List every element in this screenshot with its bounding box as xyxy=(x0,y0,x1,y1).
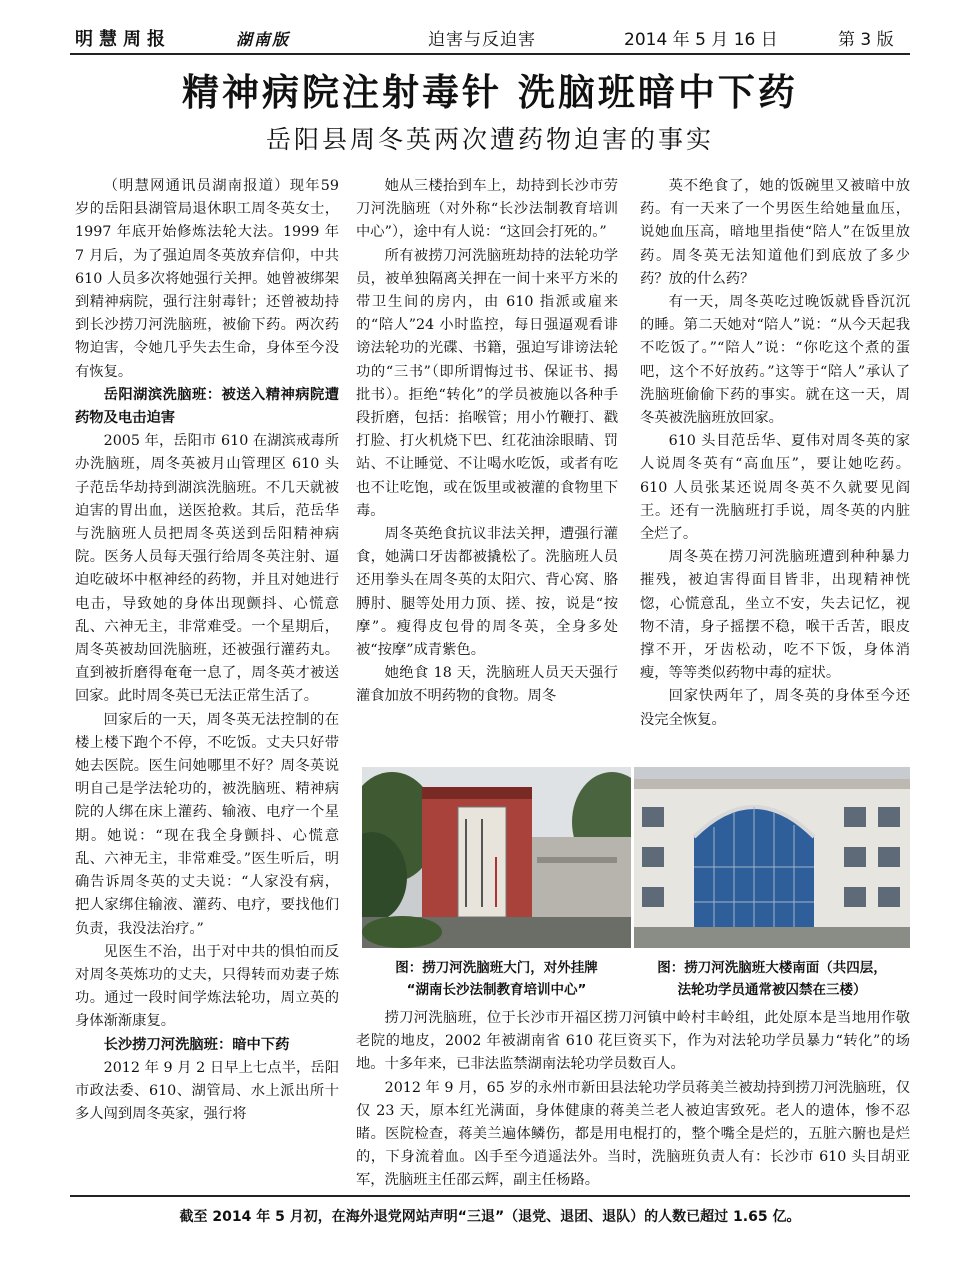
paragraph: 2005 年，岳阳市 610 在湖滨戒毒所办洗脑班，周冬英被月山管理区 610 头子范岳华劫持到湖滨洗脑班。不几天就被迫害的胃出血，送医抢救。其后，范岳华与洗脑班人员把周冬英送到岳阳精神病院。医务人员每天强行给周冬英注射、逼迫吃破坏中枢神经的药物，并且对她进行电击，导致她的身体出现颤抖、心慌意乱、六神无主，非常难受。一个星期后，周冬英被劫回洗脑班，还被强行灌药丸。直到被折磨得奄奄一息了，周冬英才被送回家。此时周冬英已无法正常生活了。 xyxy=(75,433,339,705)
paragraph: 回家后的一天，周冬英无法控制的在楼上楼下跑个不停，不吃饭。丈夫只好带她去医院。医生问她哪里不好？周冬英说明自己是学法轮功的，被洗脑班、精神病院的人绑在床上灌药、输液、电疗一个星期。她说：“现在我全身颤抖、心慌意乱、六神无主，非常难受。”医生听后，明确告诉周冬英的丈夫说：“人家没有病，把人家绑住输液、灌药、电疗，要找他们负责，我没法治疗。” xyxy=(75,711,339,937)
bottom-block xyxy=(356,1007,910,1193)
gate-photo-illustration xyxy=(362,767,631,948)
column-1 xyxy=(75,175,339,1126)
building-photo-illustration xyxy=(634,767,910,948)
paragraph: 2012 年 9 月，65 岁的永州市新田县法轮功学员蒋美兰被劫持到捞刀河洗脑班，仅仅 23 天，原本红光满面，身体健康的蒋美兰老人被迫害致死。老人的遗体，惨不忍睹。医院检查，蒋美兰遍体鳞伤，都是用电棍打的，整个嘴全是烂的，五脏六腑也是烂的，下身流着血。凶手至今逍遥法外。当时，洗脑班负责人有：长沙市 610 头目胡亚军，洗脑班主任邵云辉，副主任杨路。 xyxy=(356,1079,910,1189)
gate-photo xyxy=(362,767,631,948)
column-3 xyxy=(640,175,910,732)
building-photo xyxy=(634,767,910,948)
caption-line: 图：捞刀河洗脑班大楼南面（共四层， xyxy=(657,960,887,976)
edition-label: 湖南版 xyxy=(236,30,291,49)
paragraph: 2012 年 9 月 2 日早上七点半，岳阳市政法委、610、湖管局、水上派出所十多人闯到周冬英家，强行将 xyxy=(75,1059,339,1123)
section-subheading: 岳阳湖滨洗脑班：被送入精神病院遭药物及电击迫害 xyxy=(75,386,339,427)
paragraph: 回家快两年了，周冬英的身体至今还没完全恢复。 xyxy=(640,688,910,728)
paragraph: 有一天，周冬英吃过晚饭就昏昏沉沉的睡。第二天她对“陪人”说：“从今天起我不吃饭了。”“陪人”说：“你吃这个煮的蛋吧，这个不好放药。”这等于“陪人”承认了洗脑班偷偷下药的事实。就在这一天，周冬英被洗脑班放回家。 xyxy=(640,294,910,427)
paragraph: 她从三楼抬到车上，劫持到长沙市劳刀河洗脑班（对外称“长沙法制教育培训中心”），途中有人说：“这回会打死的。” xyxy=(356,178,618,241)
header-rule xyxy=(70,53,910,55)
footer-rule xyxy=(70,1195,910,1197)
caption-line: “湖南长沙法制教育培训中心” xyxy=(406,982,587,998)
paragraph: 610 头目范岳华、夏伟对周冬英的家人说周冬英有“高血压”，要让她吃药。610 人员张某还说周冬英不久就要见阎王。还有一洗脑班打手说，周冬英的内脏全烂了。 xyxy=(640,433,910,543)
section-subheading: 长沙捞刀河洗脑班：暗中下药 xyxy=(103,1036,290,1053)
page-number: 第 3 版 xyxy=(838,30,894,50)
column-2 xyxy=(356,175,618,709)
caption-line: 法轮功学员通常被囚禁在三楼） xyxy=(677,982,867,998)
section-title: 迫害与反迫害 xyxy=(428,30,536,50)
masthead-brand: 明慧周报 xyxy=(75,29,171,50)
paragraph: 所有被捞刀河洗脑班劫持的法轮功学员，被单独隔离关押在一间十来平方米的带卫生间的房内，由 610 指派或雇来的“陪人”24 小时监控，每日强逼观看诽谤法轮功的光碟、书籍，强迫写诽谤法轮功的“三书”（即所谓悔过书、保证书、揭批书）。拒绝“转化”的学员被施以各种手段折磨，包括：掐喉管；用小竹鞭打、戳打脸、打火机烧下巴、红花油涂眼睛、罚站、不让睡觉、不让喝水吃饭，或者有吃也不让吃饱，或在饭里或被灌的食物里下毒。 xyxy=(356,247,618,519)
paragraph: 见医生不治，出于对中共的惧怕而反对周冬英炼功的丈夫，只得转而劝妻子炼功。通过一段时间学炼法轮功，周立英的身体渐渐康复。 xyxy=(75,943,339,1030)
headline: 精神病院注射毒针 洗脑班暗中下药 xyxy=(182,71,798,114)
paragraph: 她绝食 18 天，洗脑班人员天天强行灌食加放不明药物的食物。周冬 xyxy=(356,665,618,705)
paragraph: 周冬英在捞刀河洗脑班遭到种种暴力摧残，被迫害得面目皆非，出现精神恍惚，心慌意乱，坐立不安，失去记忆，视物不清，身子摇摆不稳，喉干舌苦，眼皮撑不开，牙齿松动，吃不下饭，身体消瘦，等等类似药物中毒的症状。 xyxy=(640,549,910,682)
gate-photo-caption xyxy=(362,957,631,1001)
paragraph: 周冬英绝食抗议非法关押，遭强行灌食，她满口牙齿都被撬松了。洗脑班人员还用拳头在周冬英的太阳穴、背心窝、胳膊肘、腿等处用力顶、搓、按，说是“按摩”。瘦得皮包骨的周冬英，全身多处被“按摩”成青紫色。 xyxy=(356,526,618,659)
issue-date: 2014 年 5 月 16 日 xyxy=(624,30,778,50)
paragraph: （明慧网通讯员湖南报道）现年59 岁的岳阳县湖管局退休职工周冬英女士，1997 年底开始修炼法轮大法。1999 年 7 月后，为了强迫周冬英放弃信仰，中共 610 人员多次将她强行关押。她曾被绑架到精神病院，强行注射毒针；还曾被劫持到长沙捞刀河洗脑班，被偷下药。两次药物迫害，令她几乎失去生命，身体至今没有恢复。 xyxy=(75,178,339,380)
paragraph: 英不绝食了，她的饭碗里又被暗中放药。有一天来了一个男医生给她量血压，说她血压高，暗地里指使“陪人”在饭里放药。周冬英无法知道他们到底放了多少药？放的什么药？ xyxy=(640,178,910,287)
subheadline: 岳阳县周冬英两次遭药物迫害的事实 xyxy=(265,125,714,154)
caption-line: 图：捞刀河洗脑班大门，对外挂牌 xyxy=(395,960,598,976)
footer-note: 截至 2014 年 5 月初，在海外退党网站声明“三退”（退党、退团、退队）的人数已超过 1.65 亿。 xyxy=(179,1209,801,1225)
building-photo-caption xyxy=(634,957,910,1001)
paragraph: 捞刀河洗脑班，位于长沙市开福区捞刀河镇中岭村丰岭组，此处原本是当地用作敬老院的地皮，2002 年被湖南省 610 花巨资买下，作为对法轮功学员暴力“转化”的场地。十多年来，已非法监禁湖南法轮功学员数百人。 xyxy=(356,1010,910,1073)
